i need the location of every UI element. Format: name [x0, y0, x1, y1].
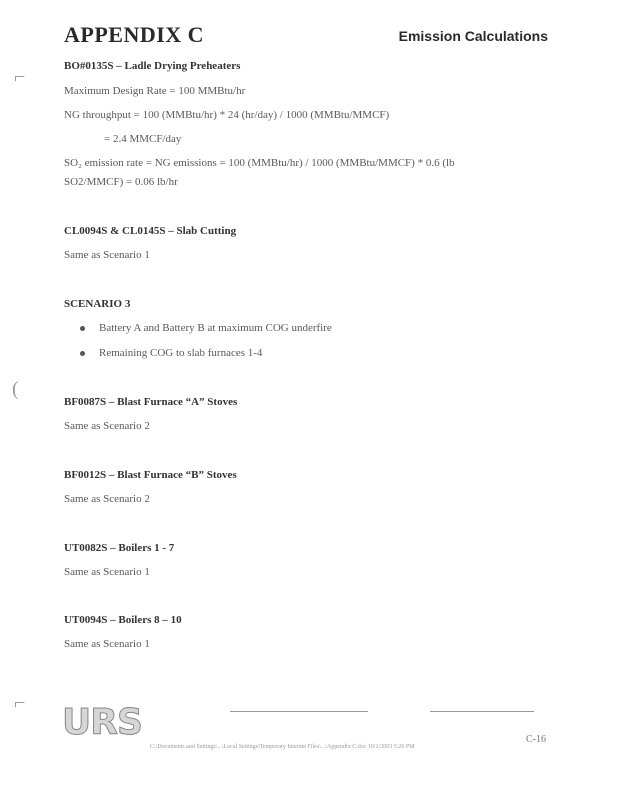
heading-slab-cutting: CL0094S & CL0145S – Slab Cutting: [64, 225, 237, 237]
text-line: Same as Scenario 1: [64, 249, 150, 261]
page-number: C-16: [526, 734, 546, 745]
bullet-icon: [80, 351, 85, 356]
text-line: NG throughput = 100 (MMBtu/hr) * 24 (hr/day) / 1000 (MMBtu/MMCF): [64, 109, 390, 121]
bullet-icon: [80, 326, 85, 331]
bullet-item: Remaining COG to slab furnaces 1-4: [80, 347, 262, 359]
text-line: Same as Scenario 1: [64, 638, 150, 650]
margin-mark: (: [12, 378, 19, 400]
bullet-item: Battery A and Battery B at maximum COG underfire: [80, 322, 332, 334]
text-line: Maximum Design Rate = 100 MMBtu/hr: [64, 85, 246, 97]
text-line: Same as Scenario 1: [64, 566, 150, 578]
appendix-title: APPENDIX C: [64, 22, 205, 47]
text-line: = 2.4 MMCF/day: [104, 133, 182, 145]
urs-logo: URS: [62, 702, 142, 743]
section-title: Emission Calculations: [398, 28, 548, 44]
footer-rule: [430, 711, 534, 712]
footer-rule: [230, 711, 368, 712]
margin-mark: ⌐: [14, 66, 26, 88]
text-line: SO2/MMCF) = 0.06 lb/hr: [64, 176, 178, 188]
heading-blast-furnace-b: BF0012S – Blast Furnace “B” Stoves: [64, 469, 237, 481]
margin-mark: ⌐: [14, 692, 26, 714]
heading-boilers-8-10: UT0094S – Boilers 8 – 10: [64, 614, 182, 626]
heading-boilers-1-7: UT0082S – Boilers 1 - 7: [64, 542, 175, 554]
text-line: Same as Scenario 2: [64, 420, 150, 432]
text-line: SO₂ emission rate = NG emissions = 100 (MMBtu/hr) / 1000 (MMBtu/MMCF) * 0.6 (lb: [64, 157, 455, 169]
heading-scenario-3: SCENARIO 3: [64, 298, 131, 310]
footer-note: C:\Documents and Settings\...\Local Settings\Temporary Internet Files\...\Appendix C.doc 10/1/2003 5:26 PM: [150, 744, 415, 750]
text-line: Same as Scenario 2: [64, 493, 150, 505]
heading-blast-furnace-a: BF0087S – Blast Furnace “A” Stoves: [64, 396, 238, 408]
heading-ladle-preheaters: BO#0135S – Ladle Drying Preheaters: [64, 60, 241, 72]
